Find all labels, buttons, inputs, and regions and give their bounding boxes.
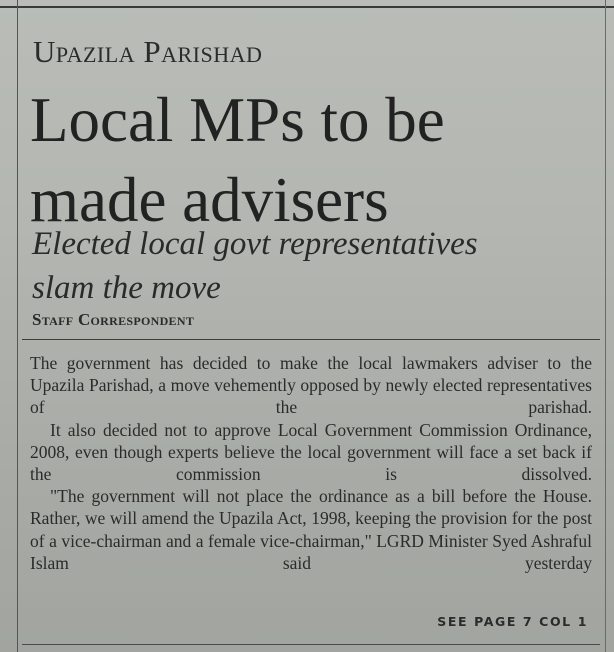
deck (32, 222, 478, 310)
headline-line-2: made advisers (30, 165, 389, 235)
paragraph-2: It also decided not to approve Local Government Commission Ordinance, 2008, even though experts believe the local government will face a set back if the commission is dissolved. (30, 419, 592, 485)
kicker: Upazila Parishad (33, 34, 263, 69)
byline-rule (22, 339, 600, 340)
byline: Staff Correspondent (32, 310, 195, 329)
article-body (30, 352, 592, 574)
deck-line-2: slam the move (32, 270, 221, 306)
continued-jump-link[interactable]: SEE PAGE 7 COL 1 (437, 614, 588, 629)
deck-line-1: Elected local govt representatives (32, 226, 478, 262)
bottom-rule (22, 644, 600, 645)
paragraph-3: "The government will not place the ordinance as a bill before the House. Rather, we will amend the Upazila Act, 1998, keeping the provision for the post of a vice-chairman and a female vice-chairman," LGRD Minister Syed Ashraful Islam said yesterday (30, 486, 592, 573)
top-rule (0, 6, 614, 8)
left-column-rule (17, 0, 18, 652)
right-column-rule (605, 0, 606, 652)
headline (30, 80, 445, 240)
paragraph-1: The government has decided to make the local lawmakers adviser to the Upazila Parishad, a move vehemently opposed by newly elected representatives of the parishad. (30, 353, 592, 418)
headline-line-1: Local MPs to be (30, 85, 445, 155)
